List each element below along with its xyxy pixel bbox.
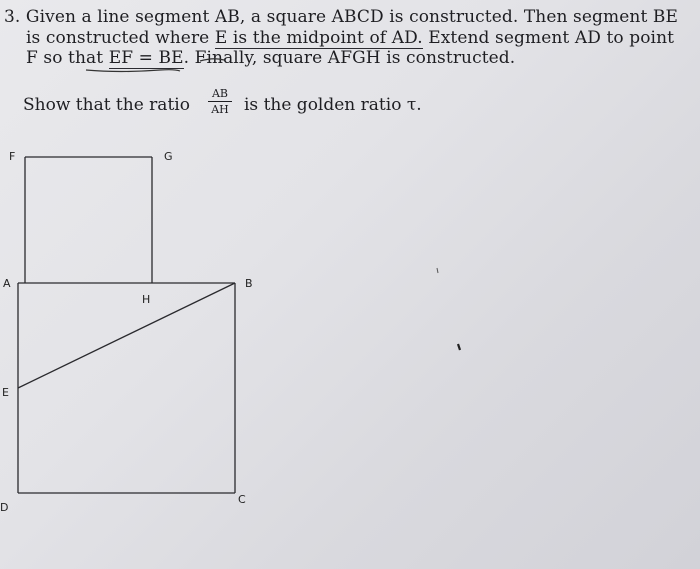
problem-line-2-post: Extend segment AD to point [422,28,675,48]
fraction-numerator: AB [211,87,229,100]
label-a: A [3,277,11,290]
ef-equals-be-underline-text: EF = BE [108,48,184,68]
midpoint-underline-text: E is the midpoint of AD. [214,28,423,48]
problem-line-1-text: 3. Given a line segment AB, a square ABCD is constructed. Then segment BE [4,7,678,27]
problem-line-3-post: . Finally, square AFGH is constructed. [183,48,516,68]
golden-ratio-text-span: is the golden ratio τ. [244,95,422,115]
problem-line-2-pre: is constructed where [26,28,215,48]
pen-scribble-mark [86,70,180,72]
label-e: E [2,386,9,399]
label-f: F [9,150,16,163]
pen-tick-mark [200,59,224,61]
segment-be [18,283,235,388]
ratio-prompt-text: Show that the ratio [23,95,190,115]
problem-line-3-pre: F so that [26,48,109,68]
label-g: G [164,150,173,163]
fraction-denominator: AH [211,103,229,116]
label-h: H [142,293,151,306]
pen-dot-mark [458,344,460,350]
label-b: B [245,277,253,290]
pen-faint-mark [437,268,438,273]
label-d: D [0,501,9,514]
label-c: C [238,493,246,506]
